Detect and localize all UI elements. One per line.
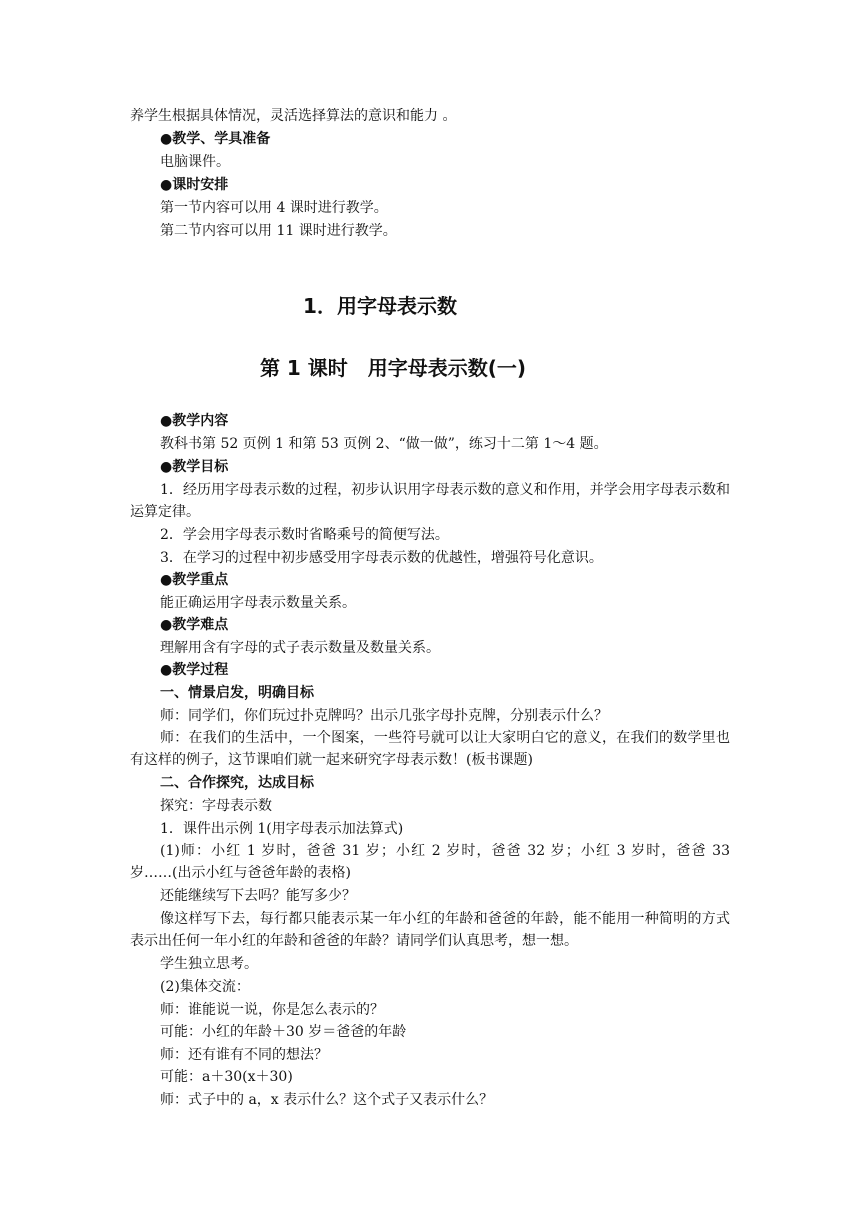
intro-line: 养学生根据具体情况，灵活选择算法的意识和能力 。 (130, 108, 457, 124)
goal-item-2: 2．学会用字母表示数时省略乘号的简便写法。 (160, 527, 449, 543)
lesson-title: 第 1 课时 用字母表示数(一) (259, 356, 527, 380)
part1-heading: 一、情景启发，明确目标 (160, 685, 314, 701)
question-2: 像这样写下去，每行都只能表示某一年小红的年龄和爸爸的年龄，能不能用一种简明的方式表示出任何一年小红的年龄和爸爸的年龄？请同学们认真思考，想一想。 (130, 911, 730, 949)
think-text: 学生独立思考。 (160, 956, 258, 972)
answer-line-2: 可能：a＋30(x＋30) (160, 1069, 293, 1085)
step-1: 1．课件出示例 1(用字母表示加法算式) (160, 821, 404, 837)
teacher-line-3: 师：式子中的 a，x 表示什么？这个式子又表示什么？ (160, 1092, 494, 1108)
goal-item-3: 3．在学习的过程中初步感受用字母表示数的优越性，增强符号化意识。 (160, 550, 603, 566)
question-1: 还能继续写下去吗？能写多少？ (160, 888, 356, 904)
goals-heading: ●教学目标 (160, 459, 229, 475)
answer-line-1: 可能：小红的年龄＋30 岁＝爸爸的年龄 (160, 1024, 407, 1040)
content-heading: ●教学内容 (160, 413, 229, 429)
part2-heading: 二、合作探究，达成目标 (160, 775, 314, 791)
part1-line-1: 师：同学们，你们玩过扑克牌吗？出示几张字母扑克牌，分别表示什么？ (160, 708, 608, 724)
key-point-heading: ●教学重点 (160, 572, 229, 588)
difficulty-text: 理解用含有字母的式子表示数量及数量关系。 (160, 640, 440, 656)
part1-line-2: 师：在我们的生活中，一个图案，一些符号就可以让大家明白它的意义，在我们的数学里也有这样的例子，这节课咱们就一起来研究字母表示数！(板书课题) (130, 730, 730, 768)
teacher-line-1: 师：谁能说一说，你是怎么表示的？ (160, 1002, 384, 1018)
section-title: 1．用字母表示数 (303, 294, 457, 318)
content-text: 教科书第 52 页例 1 和第 53 页例 2、“做一做”，练习十二第 1～4 题。 (160, 436, 608, 452)
difficulty-heading: ●教学难点 (160, 617, 229, 633)
key-point-text: 能正确运用字母表示数量关系。 (160, 595, 356, 611)
prep-text: 电脑课件。 (160, 154, 230, 170)
step-1-a: (1)师：小红 1 岁时，爸爸 31 岁；小红 2 岁时，爸爸 32 岁；小红 3 岁时，爸爸 33 岁……(出示小红与爸爸年龄的表格) (130, 843, 730, 881)
schedule-heading: ●课时安排 (160, 177, 229, 193)
teacher-line-2: 师：还有谁有不同的想法？ (160, 1047, 328, 1063)
exchange-text: (2)集体交流： (160, 979, 250, 995)
schedule-line-1: 第一节内容可以用 4 课时进行教学。 (160, 200, 388, 216)
schedule-line-2: 第二节内容可以用 11 课时进行教学。 (160, 223, 397, 239)
explore-text: 探究：字母表示数 (160, 798, 272, 814)
process-heading: ●教学过程 (160, 662, 229, 678)
prep-heading: ●教学、学具准备 (160, 131, 271, 147)
goal-item-1: 1．经历用字母表示数的过程，初步认识用字母表示数的意义和作用，并学会用字母表示数和运算定律。 (130, 482, 730, 520)
